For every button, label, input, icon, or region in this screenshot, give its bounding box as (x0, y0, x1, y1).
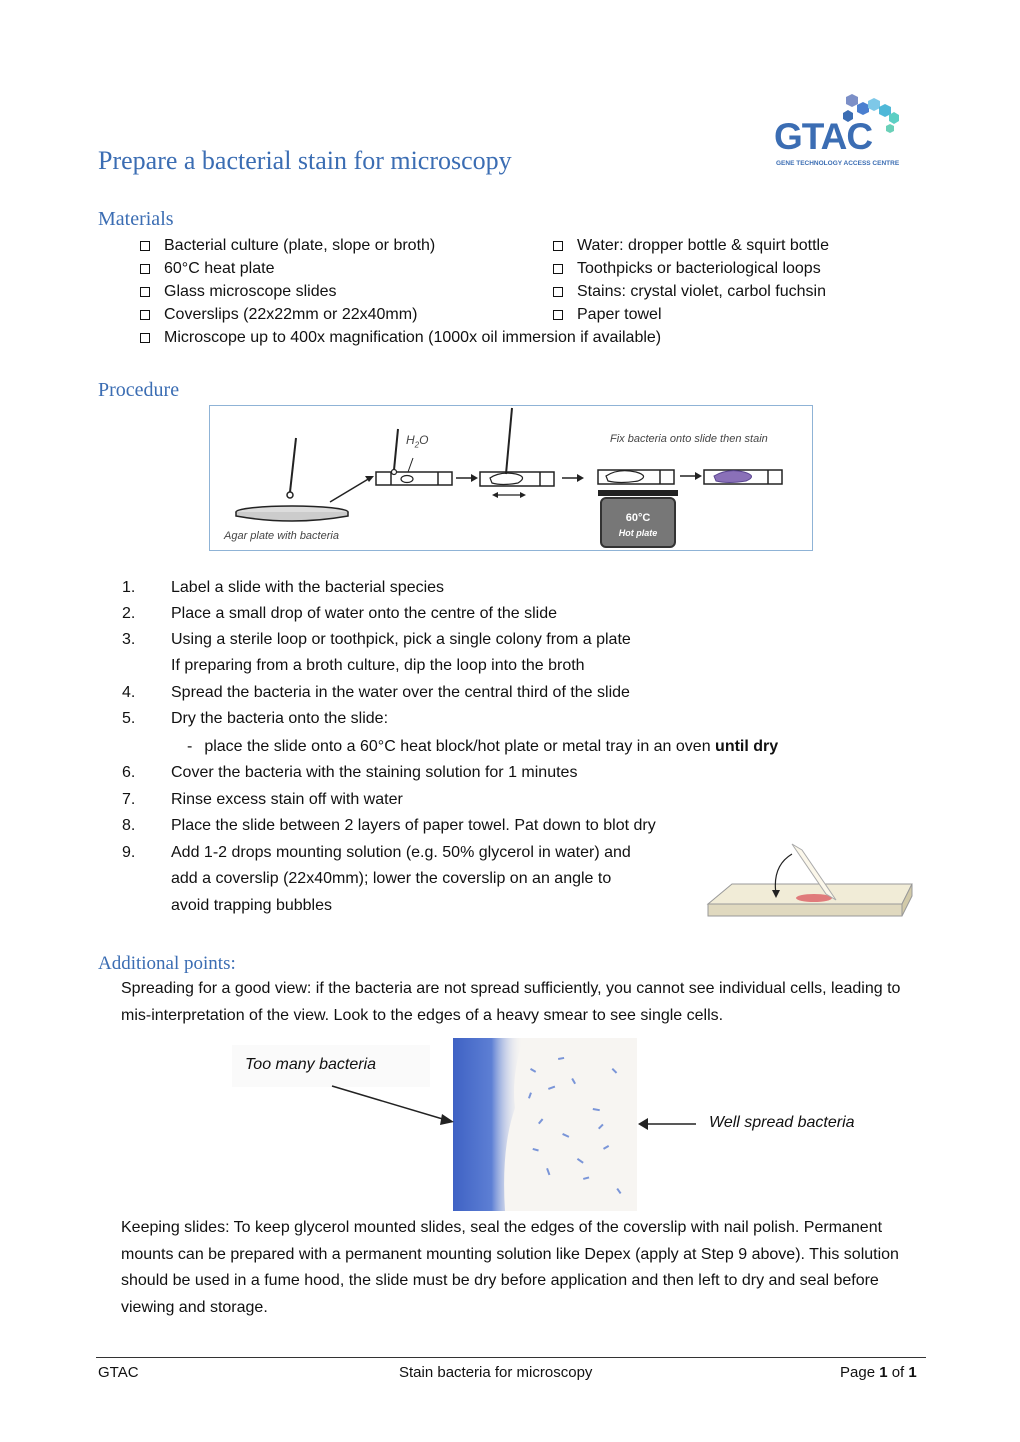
materials-item: Water: dropper bottle & squirt bottle (553, 237, 829, 255)
checkbox-icon (553, 310, 563, 320)
step-row: 7. Rinse excess stain off with water (122, 791, 403, 808)
step-row: 3. Using a sterile loop or toothpick, pick a single colony from a plate (122, 631, 631, 648)
materials-item: Paper towel (553, 306, 662, 324)
step-row: avoid trapping bubbles (171, 897, 333, 914)
micrograph-arrows (320, 1080, 710, 1140)
slide-1 (376, 472, 452, 485)
materials-item: Glass microscope slides (140, 283, 337, 301)
step-row: 4. Spread the bacteria in the water over the central third of the slide (122, 684, 630, 701)
materials-item: Bacterial culture (plate, slope or broth) (140, 237, 435, 255)
materials-item: 60°C heat plate (140, 260, 274, 278)
procedure-diagram-drawing (210, 406, 812, 550)
checkbox-icon (140, 310, 150, 320)
checkbox-icon (553, 241, 563, 251)
step-row: 1. Label a slide with the bacterial species (122, 579, 445, 596)
procedure-heading: Procedure (98, 379, 180, 401)
spreading-paragraph: Spreading for a good view: if the bacteria are not spread sufficiently, you cannot see individual cells, leading to mis-interpretation of the view. Look to the edges of a heavy smear to see single cells. (121, 980, 901, 1024)
step-row: 2. Place a small drop of water onto the centre of the slide (122, 605, 557, 622)
step-row: 6. Cover the bacteria with the staining solution for 1 minutes (122, 764, 578, 781)
footer-left: GTAC (98, 1364, 139, 1381)
footer-center: Stain bacteria for microscopy (399, 1364, 593, 1381)
keeping-paragraph: Keeping slides: To keep glycerol mounted slides, seal the edges of the coverslip with nail polish. Permanent mounts can be prepared with a permanent mounting solution like Depex (apply at Step 9 above). This solution should be used in a fume hood, the slide must be dry before application and then left to dry and seal before viewing and storage. (121, 1219, 899, 1316)
checkbox-icon (553, 287, 563, 297)
step-row: 9. Add 1-2 drops mounting solution (e.g. 50% glycerol in water) and (122, 844, 631, 861)
gtac-logo (770, 90, 910, 170)
hotplate-label: Hot plate (618, 528, 658, 538)
procedure-diagram (209, 405, 813, 551)
page-title: Prepare a bacterial stain for microscopy (98, 146, 512, 175)
water-label: $H_2O$ (406, 433, 429, 450)
logo-subtitle: GENE TECHNOLOGY ACCESS CENTRE (776, 160, 900, 167)
step-row: 8. Place the slide between 2 layers of paper towel. Pat down to blot dry (122, 817, 656, 834)
step-row: add a coverslip (22x40mm); lower the coverslip on an angle to (171, 870, 612, 887)
coverslip-illustration (700, 840, 915, 922)
additional-heading: Additional points: (98, 953, 236, 974)
fix-label: Fix bacteria onto slide then stain (610, 433, 768, 445)
checkbox-icon (140, 333, 150, 343)
materials-heading: Materials (98, 208, 174, 230)
materials-item: Microscope up to 400x magnification (1000x oil immersion if available) (140, 329, 661, 347)
loop-handle (290, 438, 296, 492)
footer-page: Page 1 of 1 (840, 1364, 917, 1381)
materials-item: Toothpicks or bacteriological loops (553, 260, 821, 278)
materials-item: Stains: crystal violet, carbol fuchsin (553, 283, 826, 301)
checkbox-icon (553, 264, 563, 274)
label-too-many: Too many bacteria (245, 1056, 377, 1073)
step-row: If preparing from a broth culture, dip the loop into the broth (171, 657, 585, 674)
step-row: 5. Dry the bacteria onto the slide: (122, 710, 389, 727)
materials-item: Coverslips (22x22mm or 22x40mm) (140, 306, 417, 324)
checkbox-icon (140, 241, 150, 251)
hot-plate-top (598, 490, 678, 496)
agar-label: Agar plate with bacteria (224, 530, 339, 542)
checkbox-icon (140, 287, 150, 297)
logo-text: GTAC (774, 116, 873, 157)
sub-step: - place the slide onto a 60°C heat block/hot plate or metal tray in an oven until dry (187, 738, 779, 755)
checkbox-icon (140, 264, 150, 274)
label-well-spread: Well spread bacteria (709, 1114, 855, 1131)
hotplate-temp: 60°C (625, 512, 651, 524)
footer-rule (96, 1357, 926, 1358)
